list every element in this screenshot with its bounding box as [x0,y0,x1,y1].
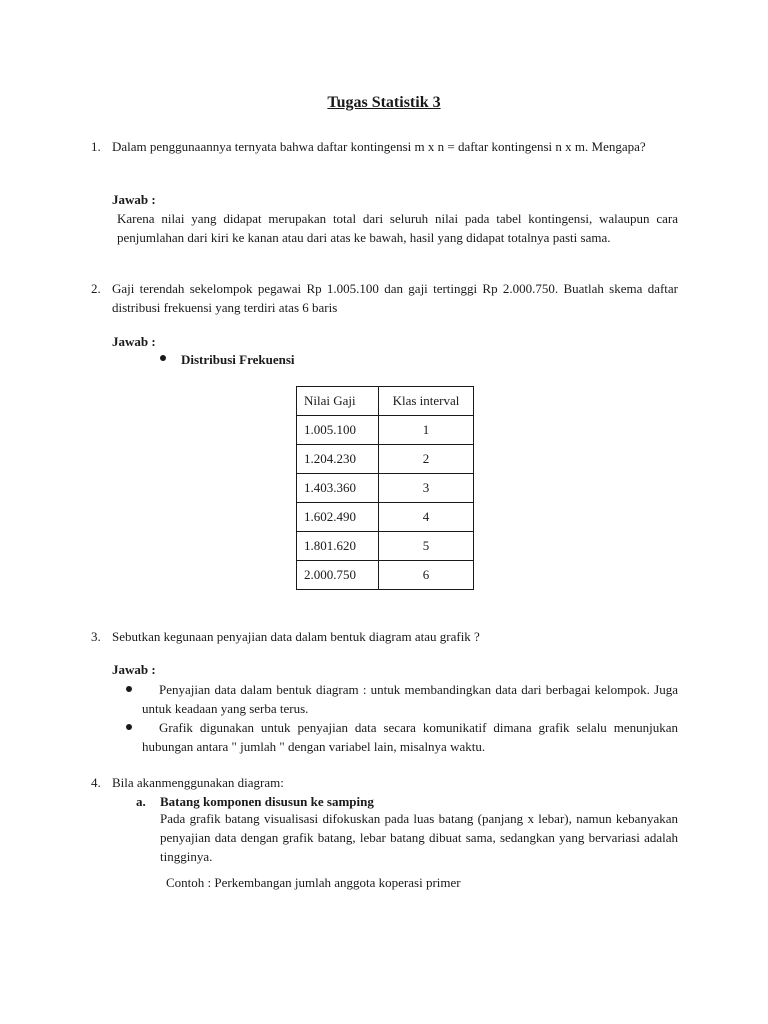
table-cell-klas: 3 [379,474,474,503]
q4-sub-a-label: a. [136,794,146,809]
table-header-klas-interval: Klas interval [379,387,474,416]
table-cell-klas: 4 [379,503,474,532]
q1-question: Dalam penggunaannya ternyata bahwa daftar kontingensi m x n = daftar kontingensi n x m. Mengapa? [112,139,646,154]
bullet-dot [126,724,132,730]
table-cell-klas: 1 [379,416,474,445]
q1-number: 1. [91,139,101,154]
table-row [297,532,474,561]
table-cell-nilai: 1.403.360 [297,474,379,503]
distribution-title: Distribusi Frekuensi [181,352,295,367]
table-cell-nilai: 1.005.100 [297,416,379,445]
bullet-dot [126,686,132,692]
table-cell-nilai: 1.204.230 [297,445,379,474]
q1-answer: Karena nilai yang didapat merupakan total dari seluruh nilai pada tabel kontingensi, walaupun cara penjumlahan dari kiri ke kanan atau dari atas ke bawah, hasil yang didapat totalnya pasti sama. [117,211,678,245]
page-title: Tugas Statistik 3 [327,94,441,111]
frequency-table [296,386,474,590]
table-header-row [297,387,474,416]
table-cell-klas: 6 [379,561,474,590]
q2-jawab-label: Jawab : [112,334,156,349]
q1-jawab-label: Jawab : [112,192,156,207]
q3-jawab-label: Jawab : [112,662,156,677]
q3-number: 3. [91,629,101,644]
bullet-dot [160,355,166,361]
q3-bullet-1: Penyajian data dalam bentuk diagram : untuk membandingkan data dari berbagai kelompok. Juga untuk keadaan yang serba terus. [142,682,678,716]
q4-number: 4. [91,775,101,790]
table-cell-klas: 5 [379,532,474,561]
table-header-nilai-gaji: Nilai Gaji [297,387,379,416]
table-row [297,445,474,474]
table-row [297,503,474,532]
q3-bullet-2: Grafik digunakan untuk penyajian data secara komunikatif dimana grafik selalu menunjukan hubungan antara " jumlah " dengan variabel lain, misalnya waktu. [142,720,678,754]
table-cell-klas: 2 [379,445,474,474]
q2-question: Gaji terendah sekelompok pegawai Rp 1.005.100 dan gaji tertinggi Rp 2.000.750. Buatlah skema daftar distribusi frekuensi yang terdiri atas 6 baris [112,281,678,315]
table-cell-nilai: 1.602.490 [297,503,379,532]
table-row [297,561,474,590]
q3-question: Sebutkan kegunaan penyajian data dalam bentuk diagram atau grafik ? [112,629,480,644]
table-cell-nilai: 1.801.620 [297,532,379,561]
q4-sub-a-title: Batang komponen disusun ke samping [160,794,374,809]
q4-contoh: Contoh : Perkembangan jumlah anggota koperasi primer [166,875,461,890]
table-row [297,474,474,503]
table-row [297,416,474,445]
q4-question: Bila akanmenggunakan diagram: [112,775,284,790]
q2-number: 2. [91,281,101,296]
q4-sub-a-text: Pada grafik batang visualisasi difokuskan pada luas batang (panjang x lebar), namun kebanyakan penyajian data dengan grafik batang, lebar batang dibuat sama, sedangkan yang bervariasi adalah tingginya. [160,811,678,864]
table-cell-nilai: 2.000.750 [297,561,379,590]
